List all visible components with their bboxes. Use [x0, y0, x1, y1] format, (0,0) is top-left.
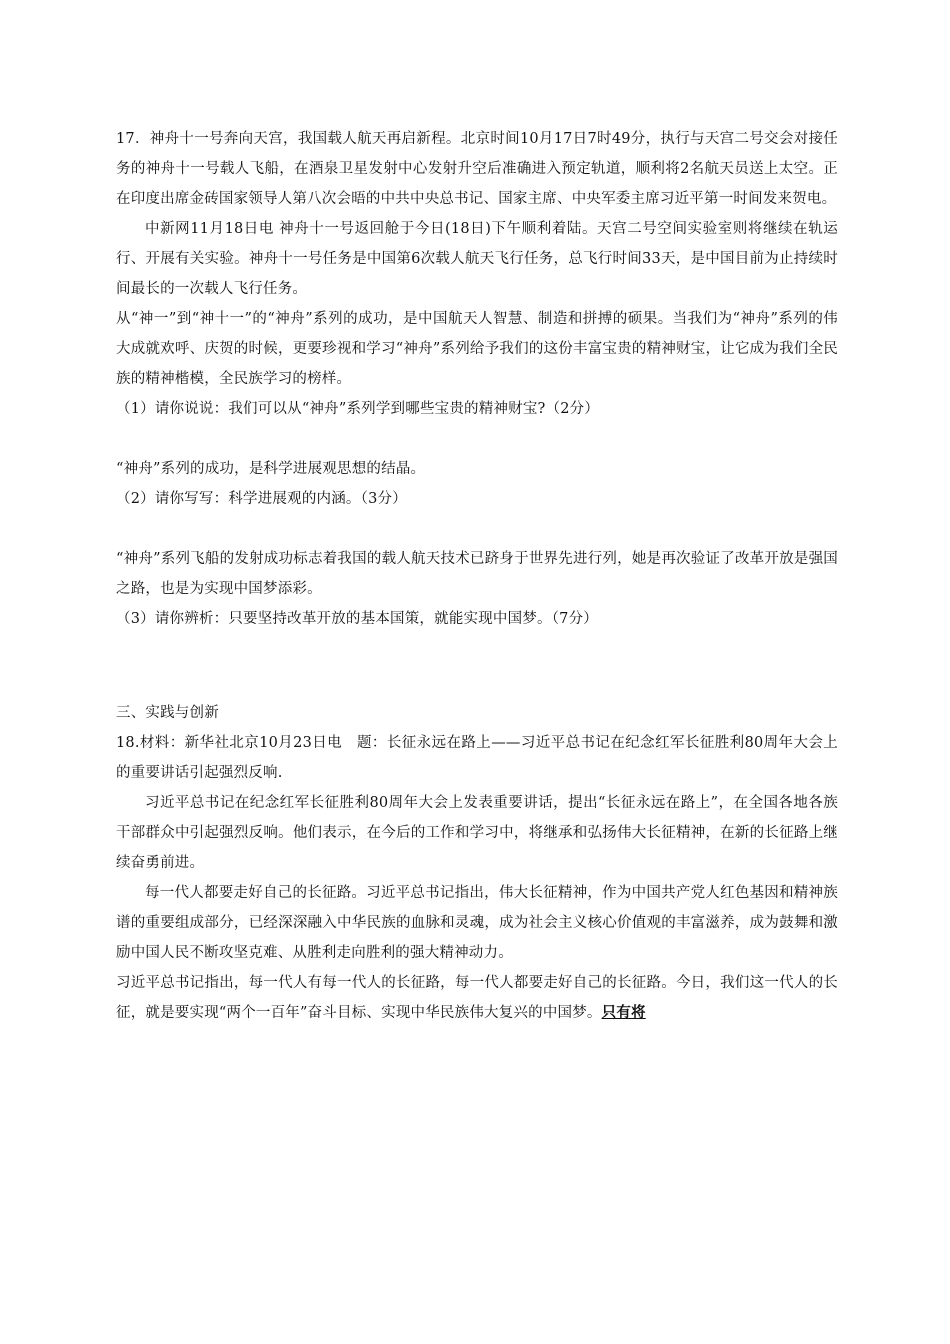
- q18-paragraph-3-emphasis: 只有将: [601, 1004, 646, 1021]
- document-body: [116, 124, 838, 1028]
- q18-paragraph-2: 每一代人都要走好自己的长征路。习近平总书记指出，伟大长征精神，作为中国共产党人红色基因和精神族谱的重要组成部分，已经深深融入中华民族的血脉和灵魂，成为社会主义核心价值观的丰富滋养，成为鼓舞和激励中国人民不断攻坚克难、从胜利走向胜利的强大精神动力。: [116, 885, 838, 961]
- q17-statement-2: “神舟”系列的成功，是科学进展观思想的结晶。: [116, 461, 426, 477]
- section-heading: 三、实践与创新: [116, 705, 219, 721]
- answer-space-3: [116, 634, 838, 698]
- answer-space-2: [116, 514, 838, 544]
- q17-summary-paragraph: 从“神一”到“神十一”的“神舟”系列的成功，是中国航天人智慧、制造和拼搏的硕果。当我们为“神舟”系列的伟大成就欢呼、庆贺的时候，更要珍视和学习“神舟”系列给予我们的这份丰富宝贵的精神财宝，让它成为我们全民族的精神楷模，全民族学习的榜样。: [116, 311, 838, 387]
- q17-subquestion-3: （3）请你辨析：只要坚持改革开放的基本国策，就能实现中国梦。（7分）: [116, 611, 598, 627]
- q18-paragraph-1: 习近平总书记在纪念红军长征胜利80周年大会上发表重要讲话，提出“长征永远在路上”，在全国各地各族干部群众中引起强烈反响。他们表示，在今后的工作和学习中，将继承和弘扬伟大长征精神，在新的长征路上继续奋勇前进。: [116, 795, 838, 871]
- answer-space-1: [116, 424, 838, 454]
- q17-news-paragraph: 中新网11月18日电 神舟十一号返回舱于今日(18日)下午顺利着陆。天宫二号空间实验室则将继续在轨运行、开展有关实验。神舟十一号任务是中国第6次载人航天飞行任务，总飞行时间33天，是中国目前为止持续时间最长的一次载人飞行任务。: [116, 221, 838, 297]
- q17-intro: 17．神舟十一号奔向天宫，我国载人航天再启新程。北京时间10月17日7时49分，执行与天宫二号交会对接任务的神舟十一号载人飞船，在酒泉卫星发射中心发射升空后准确进入预定轨道，顺利将2名航天员送上太空。正在印度出席金砖国家领导人第八次会晤的中共中央总书记、国家主席、中央军委主席习近平第一时间发来贺电。: [116, 131, 838, 207]
- q17-subquestion-1: （1）请你说说：我们可以从“神舟”系列学到哪些宝贵的精神财宝?（2分）: [116, 401, 600, 417]
- q17-subquestion-2: （2）请你写写：科学进展观的内涵。（3分）: [116, 491, 407, 507]
- q17-statement-3: “神舟”系列飞船的发射成功标志着我国的载人航天技术已跻身于世界先进行列，她是再次验证了改革开放是强国之路，也是为实现中国梦添彩。: [116, 551, 838, 597]
- q18-intro: 18.材料：新华社北京10月23日电 题：长征永远在路上——习近平总书记在纪念红军长征胜利80周年大会上的重要讲话引起强烈反响.: [116, 735, 838, 781]
- q18-paragraph-3-text: 习近平总书记指出，每一代人有每一代人的长征路，每一代人都要走好自己的长征路。今日，我们这一代人的长征，就是要实现“两个一百年”奋斗目标、实现中华民族伟大复兴的中国梦。: [116, 975, 838, 1021]
- q18-paragraph-3: [116, 968, 838, 1028]
